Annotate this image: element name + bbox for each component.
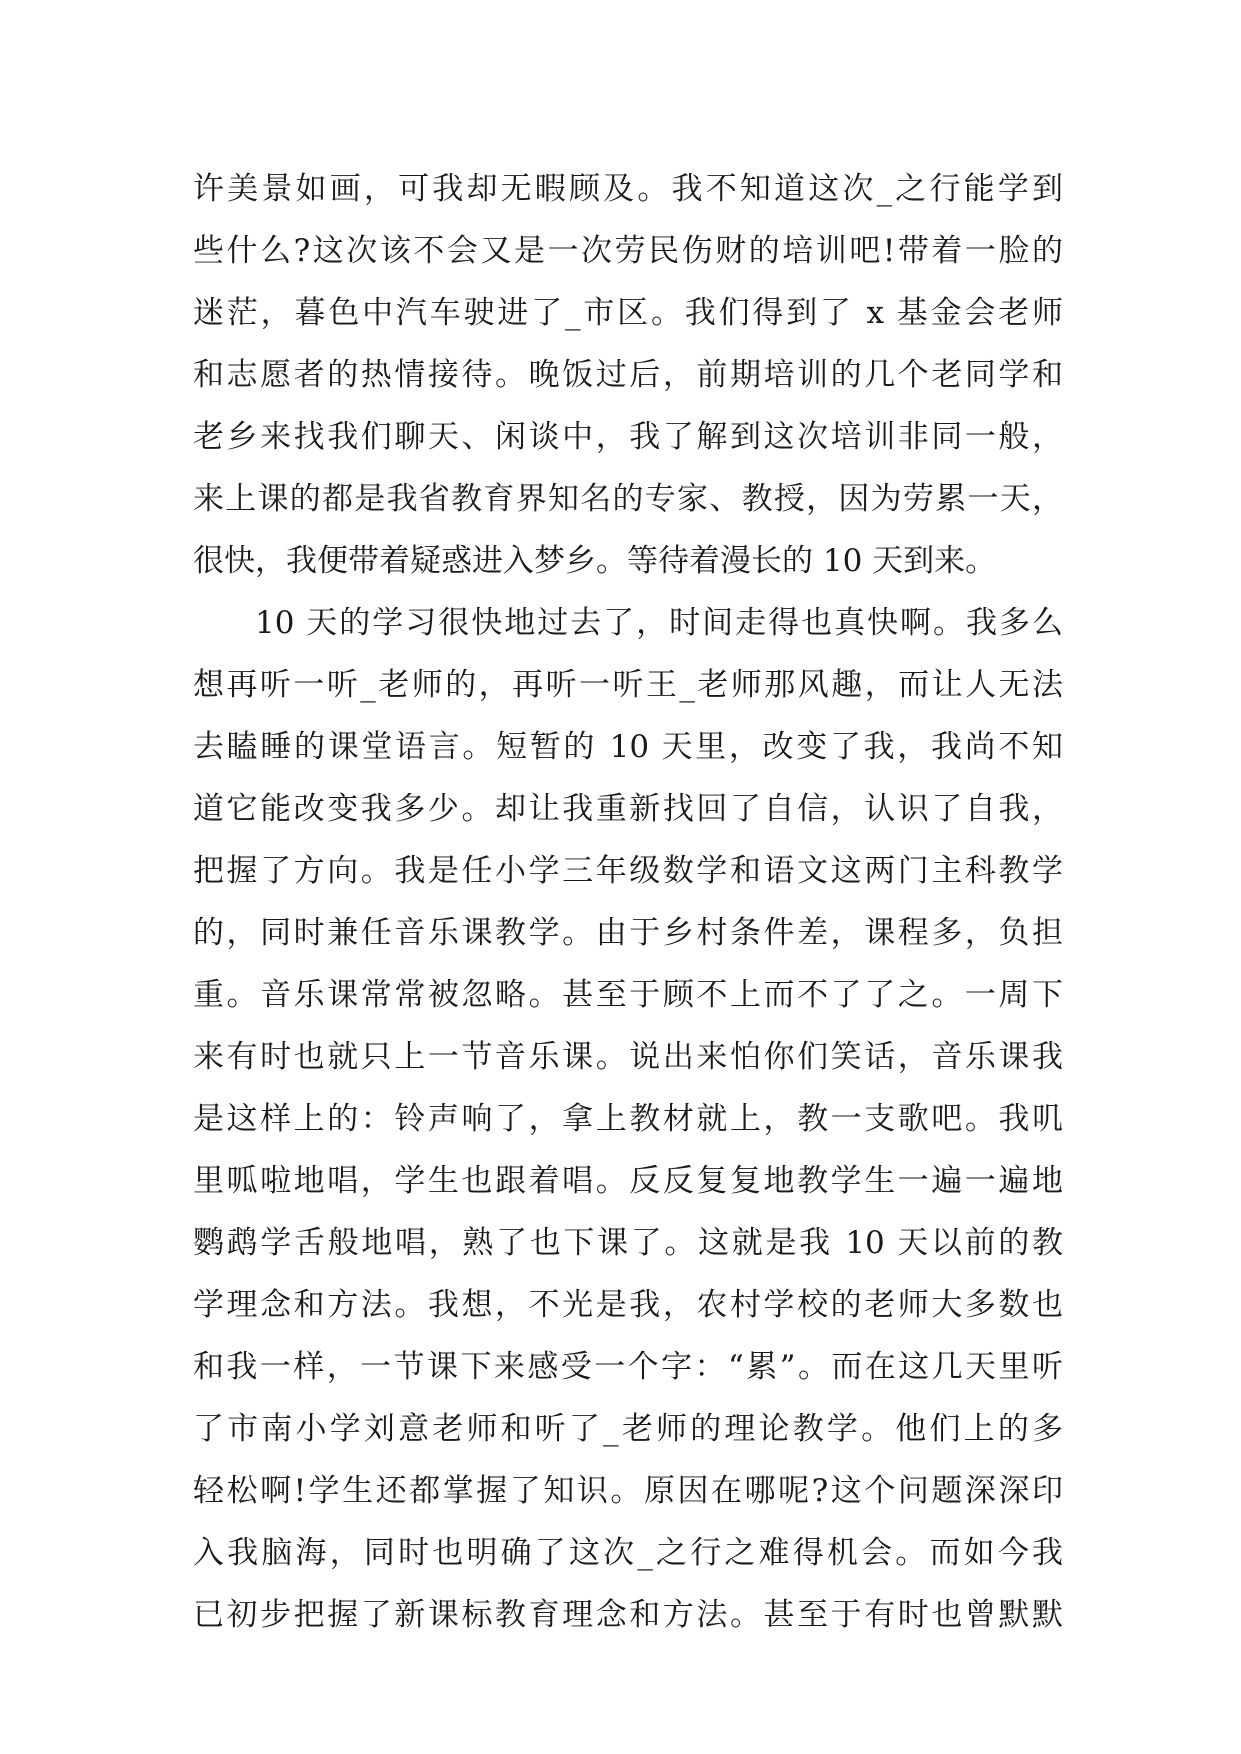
- text-line: 鹦鹉学舌般地唱，熟了也下课了。这就是我 10 天以前的教: [193, 1225, 1063, 1261]
- text-line: 些什么?这次该不会又是一次劳民伤财的培训吧!带着一脸的: [193, 233, 1063, 269]
- text-line: 许美景如画，可我却无暇顾及。我不知道这次_之行能学到: [193, 171, 1063, 207]
- text-line: 很快，我便带着疑惑进入梦乡。等待着漫长的 10 天到来。: [193, 543, 997, 579]
- paragraph-1: [193, 158, 1063, 592]
- text-line: 已初步把握了新课标教育理念和方法。甚至于有时也曾默默: [193, 1597, 1063, 1633]
- text-line: 道它能改变我多少。却让我重新找回了自信，认识了自我，: [193, 791, 1063, 827]
- text-line: 和志愿者的热情接待。晚饭过后，前期培训的几个老同学和: [193, 357, 1063, 393]
- text-line: 入我脑海，同时也明确了这次_之行之难得机会。而如今我: [193, 1535, 1063, 1571]
- text-line: 的，同时兼任音乐课教学。由于乡村条件差，课程多，负担: [193, 915, 1063, 951]
- text-line: 来有时也就只上一节音乐课。说出来怕你们笑话，音乐课我: [193, 1039, 1063, 1075]
- text-line: 重。音乐课常常被忽略。甚至于顾不上而不了了之。一周下: [193, 977, 1063, 1013]
- text-line: 是这样上的：铃声响了，拿上教材就上，教一支歌吧。我叽: [193, 1101, 1063, 1137]
- text-line: 和我一样，一节课下来感受一个字：“累”。而在这几天里听: [193, 1349, 1063, 1385]
- document-body: [193, 158, 1063, 1708]
- text-line: 10 天的学习很快地过去了，时间走得也真快啊。我多么: [255, 605, 1063, 641]
- text-line: 去瞌睡的课堂语言。短暂的 10 天里，改变了我，我尚不知: [193, 729, 1063, 765]
- text-line: 想再听一听_老师的，再听一听王_老师那风趣，而让人无法: [193, 667, 1063, 703]
- text-line: 来上课的都是我省教育界知名的专家、教授，因为劳累一天，: [193, 481, 1063, 517]
- text-line: 迷茫，暮色中汽车驶进了_市区。我们得到了 x 基金会老师: [193, 295, 1063, 331]
- text-line: [193, 1646, 1063, 1708]
- text-line: 里呱啦地唱，学生也跟着唱。反反复复地教学生一遍一遍地: [193, 1163, 1063, 1199]
- text-line: 老乡来找我们聊天、闲谈中，我了解到这次培训非同一般，: [193, 419, 1063, 455]
- text-line: 了市南小学刘意老师和听了_老师的理论教学。他们上的多: [193, 1411, 1063, 1447]
- text-line: 轻松啊!学生还都掌握了知识。原因在哪呢?这个问题深深印: [193, 1473, 1063, 1509]
- text-line: 学理念和方法。我想，不光是我，农村学校的老师大多数也: [193, 1287, 1063, 1323]
- text-line: 把握了方向。我是任小学三年级数学和语文这两门主科教学: [193, 853, 1063, 889]
- paragraph-2: [193, 592, 1063, 1708]
